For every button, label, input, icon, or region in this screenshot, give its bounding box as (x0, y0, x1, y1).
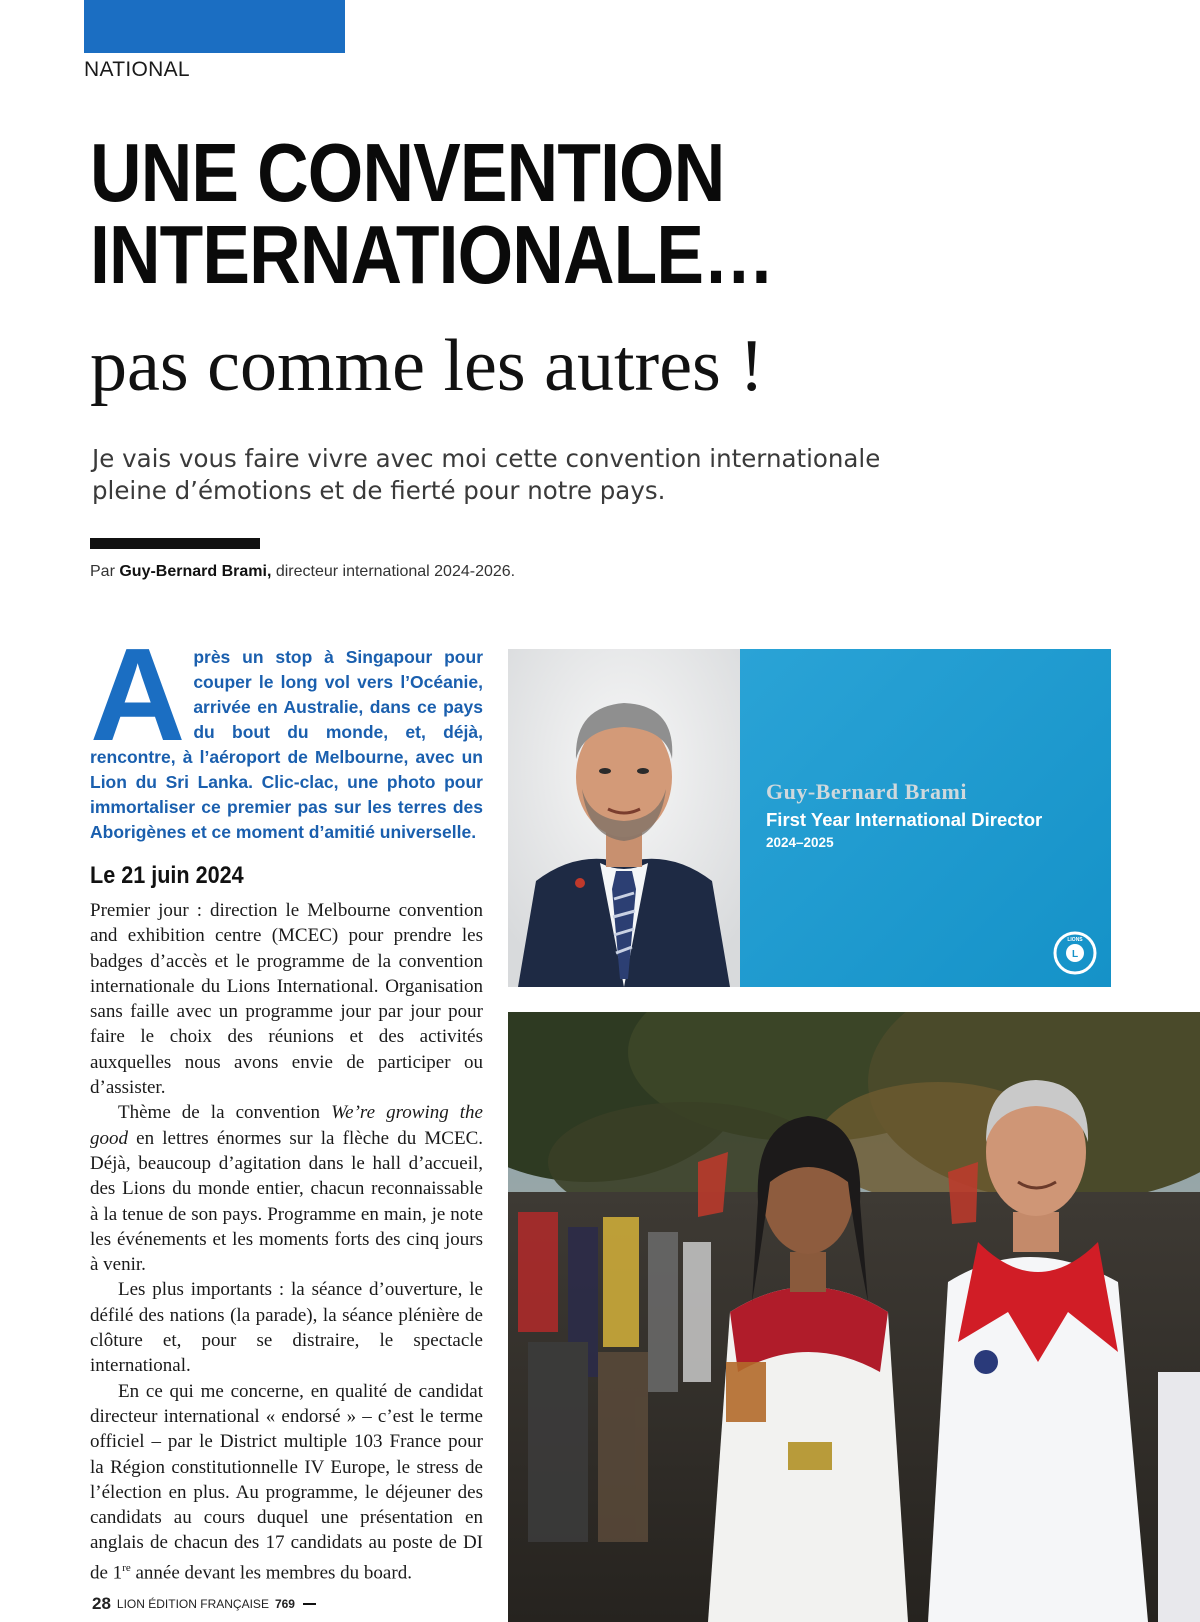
footer-dash (303, 1603, 316, 1605)
byline-author: Guy-Bernard Brami, (119, 563, 272, 580)
byline-prefix: Par (90, 563, 120, 580)
body-paragraph-1: Premier jour : direction le Melbourne convention and exhibition centre (MCEC) pour prendre les badges d’accès et le programme de la convention internationale du Lions International. Organisation sans faille avec un programme jour par jour pour faire le choix des réunions et des activités auxquelles nous avons envie de participer ou d’assister. (90, 900, 483, 1099)
body-paragraph-2 (90, 1100, 483, 1277)
byline-role: directeur international 2024-2026. (271, 563, 516, 580)
byline-rule (90, 538, 260, 549)
director-portrait-photo (508, 649, 1111, 987)
portrait-panel (508, 649, 740, 987)
headline (90, 126, 774, 301)
drop-cap: A (90, 621, 186, 768)
publication-name: LION ÉDITION FRANÇAISE (116, 1597, 269, 1611)
issue-number: 769 (274, 1597, 295, 1611)
lede-paragraph (90, 621, 483, 845)
headline-line-2: INTERNATIONALE… (90, 208, 774, 301)
parade-illustration (508, 1012, 1200, 1622)
slide-title: First Year International Director (766, 809, 1043, 830)
page-number: 28 (92, 1594, 111, 1613)
byline (90, 563, 515, 581)
body-paragraph-4 (90, 1379, 483, 1586)
intro-text: Je vais vous faire vivre avec moi cette convention internationale pleine d’émotions et de fierté pour notre pays. (92, 444, 881, 505)
body-paragraph-3: Les plus importants : la séance d’ouverture, le défilé des nations (la parade), la séance plénière de clôture et, pour se distraire, le spectacle international. (90, 1279, 483, 1377)
article-body (90, 898, 483, 1585)
parade-photo (508, 1012, 1200, 1622)
lions-logo-icon (1053, 931, 1097, 975)
svg-text:L: L (1071, 949, 1079, 960)
portrait-illustration (508, 649, 740, 987)
body-p4-end: année devant les membres du board. (130, 1562, 412, 1584)
body-p4-start: En ce qui me concerne, en qualité de candidat directeur international « endorsé » – c’est le terme officiel – par le District multiple 103 France pour la Région constitutionnelle IV Europe, le stress de l’élection en plus. Au programme, le déjeuner des candidats au cours duquel une présentation en anglais de chacun des 17 candidats au poste de DI de 1 (90, 1380, 483, 1584)
body-p2-start: Thème de la convention (118, 1102, 332, 1124)
ordinal-superscript: re (122, 1561, 131, 1574)
convention-theme: We’re growing the good (90, 1102, 483, 1149)
slide-years: 2024–2025 (766, 835, 834, 850)
headline-line-1: UNE CONVENTION (90, 126, 725, 219)
svg-text:LIONS: LIONS (1067, 937, 1083, 943)
section-color-bar (84, 0, 345, 53)
lede-text: près un stop à Singapour pour couper le long vol vers l’Océanie, arrivée en Australie, dans ce pays du bout du monde, et, déjà, rencontre, à l’aéroport de Melbourne, avec un Lion du Sri Lanka. Clic-clac, une photo pour immortaliser ce premier pas sur les terres des Aborigènes et ce moment d’amitié universelle. (90, 647, 483, 842)
section-subhead: Le 21 juin 2024 (90, 862, 244, 889)
slide-name: Guy-Bernard Brami (766, 779, 967, 804)
page-footer (92, 1594, 316, 1614)
section-label: NATIONAL (84, 58, 190, 81)
body-p2-end: en lettres énormes sur la flèche du MCEC. Déjà, beaucoup d’agitation dans le hall d’accueil, des Lions du monde entier, chacun reconnaissable à la tenue de son pays. Programme en main, je note les événements et les moments forts des cinq jours à venir. (90, 1127, 483, 1276)
headline-subtitle: pas comme les autres ! (90, 325, 764, 407)
